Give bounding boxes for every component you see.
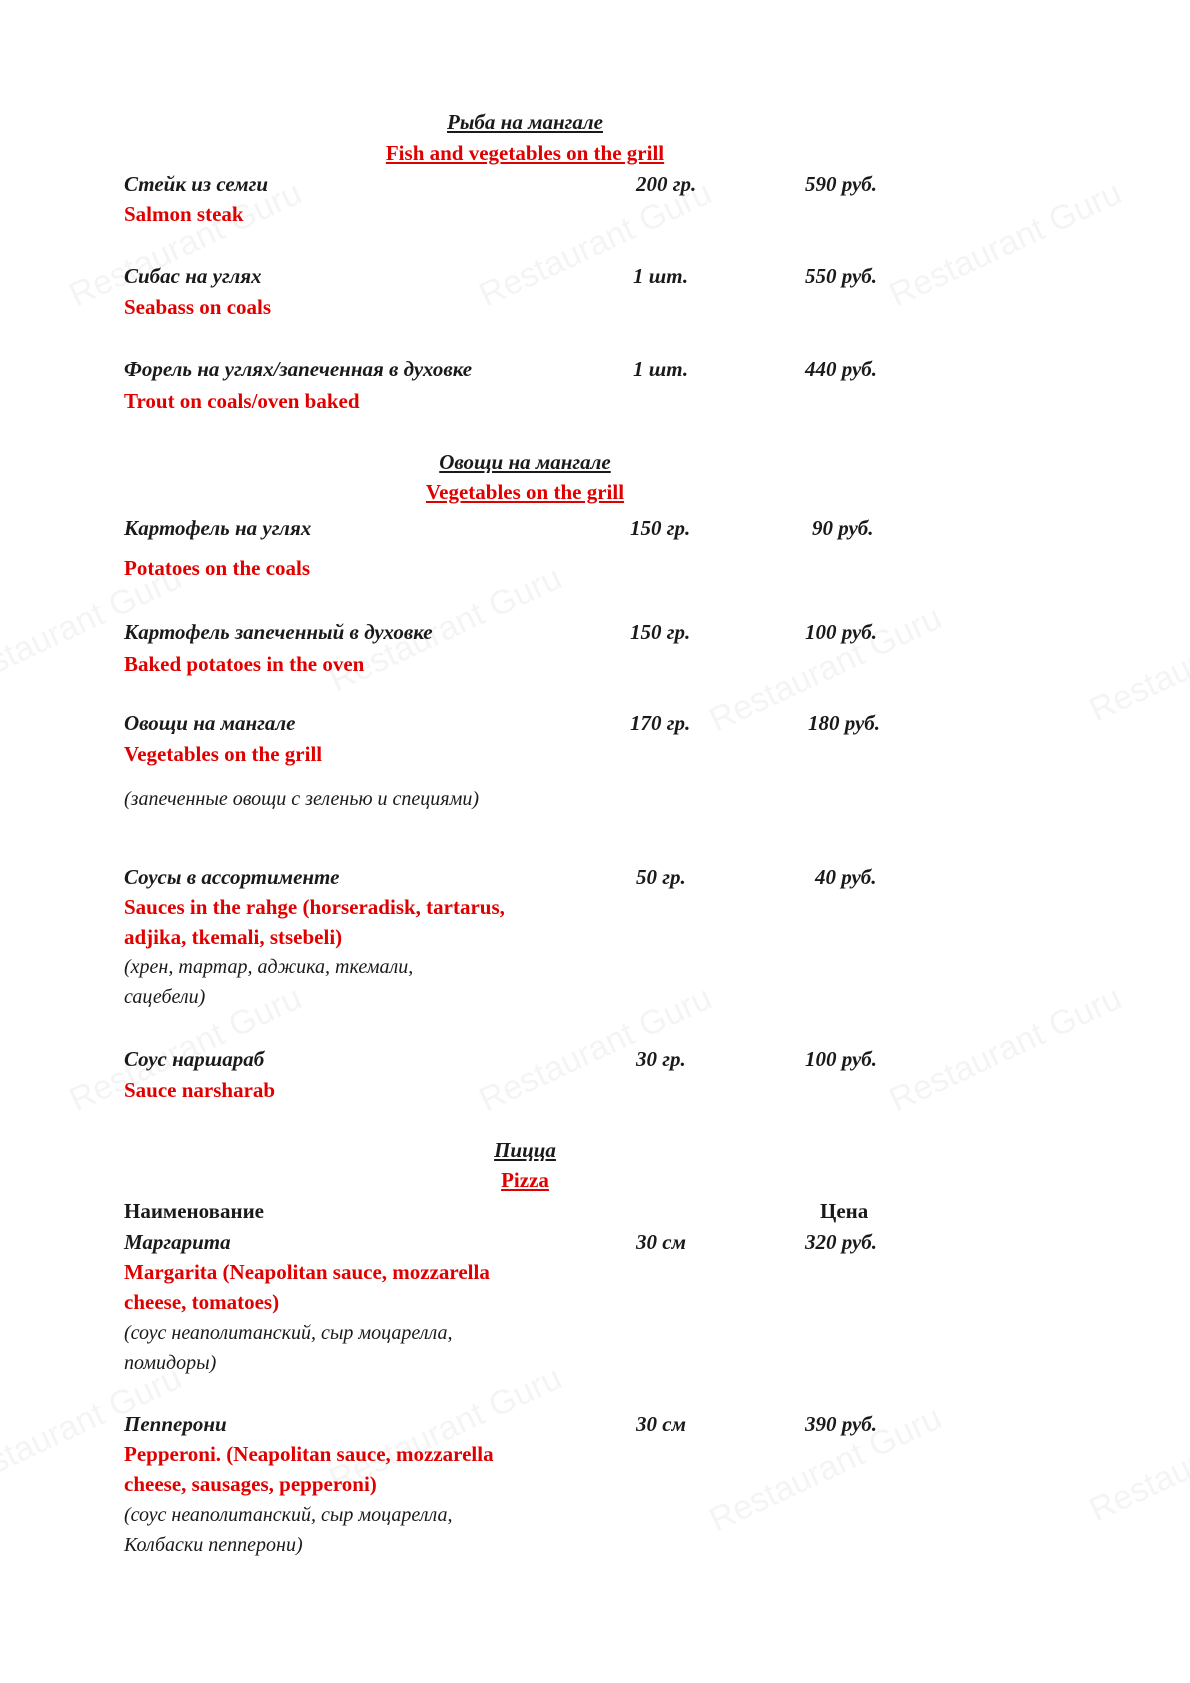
- item-name-en: Margarita (Neapolitan sauce, mozzarella cheese, tomatoes): [124, 1260, 490, 1314]
- item-name-en: Baked potatoes in the oven: [124, 652, 365, 676]
- item-price: 100 руб.: [805, 620, 878, 644]
- item-name-ru: Форель на углях/запеченная в духовке: [124, 357, 473, 381]
- item-qty: 30 гр.: [636, 1047, 686, 1071]
- item-name-en: Sauces in the rahge (horseradisk, tartarus, adjika, tkemali, stsebeli): [124, 895, 505, 949]
- item-price: 180 руб.: [808, 711, 881, 735]
- section-title-en: Pizza: [501, 1168, 549, 1192]
- item-description: (хрен, тартар, аджика, ткемали, сацебели): [124, 956, 414, 1008]
- item-price: 320 руб.: [805, 1230, 878, 1254]
- item-name-ru: Стейк из семги: [124, 172, 269, 196]
- item-price: 100 руб.: [805, 1047, 878, 1071]
- item-price: 90 руб.: [812, 516, 874, 540]
- item-name-en: Trout on coals/oven baked: [124, 389, 360, 413]
- item-name-en: Salmon steak: [124, 202, 244, 226]
- section-title-ru: Овощи на мангале: [439, 450, 611, 474]
- item-name-ru: Овощи на мангале: [124, 711, 296, 735]
- item-name-ru: Картофель на углях: [124, 516, 312, 540]
- item-name-ru: Картофель запеченный в духовке: [124, 620, 433, 644]
- column-header-name: Наименование: [124, 1199, 264, 1223]
- item-name-ru: Маргарита: [124, 1230, 231, 1254]
- item-price: 590 руб.: [805, 172, 878, 196]
- item-price: 440 руб.: [805, 357, 878, 381]
- section-title-ru: Рыба на мангале: [447, 110, 603, 134]
- item-qty: 1 шт.: [633, 264, 689, 288]
- item-price: 390 руб.: [805, 1412, 878, 1436]
- item-name-ru: Соусы в ассортименте: [124, 865, 340, 889]
- column-header-price: Цена: [820, 1199, 869, 1223]
- item-qty: 1 шт.: [633, 357, 689, 381]
- item-qty: 30 см: [636, 1412, 686, 1436]
- section-title-en: Fish and vegetables on the grill: [385, 141, 665, 165]
- item-name-ru: Соус наршараб: [124, 1047, 265, 1071]
- item-qty: 170 гр.: [630, 711, 691, 735]
- item-name-ru: Сибас на углях: [124, 264, 262, 288]
- item-name-en: Vegetables on the grill: [124, 742, 323, 766]
- item-qty: 200 гр.: [636, 172, 697, 196]
- item-description: (соус неаполитанский, сыр моцарелла, помидоры): [124, 1322, 453, 1374]
- item-name-ru: Пепперони: [124, 1412, 227, 1436]
- item-name-en: Sauce narsharab: [124, 1078, 276, 1102]
- item-price: 40 руб.: [815, 865, 877, 889]
- item-qty: 150 гр.: [630, 516, 691, 540]
- item-qty: 150 гр.: [630, 620, 691, 644]
- item-description: (запеченные овощи с зеленью и специями): [124, 788, 480, 810]
- section-title-ru: Пицца: [494, 1138, 556, 1162]
- item-qty: 30 см: [636, 1230, 686, 1254]
- item-price: 550 руб.: [805, 264, 878, 288]
- item-description: (соус неаполитанский, сыр моцарелла, Колбаски пепперони): [124, 1504, 453, 1556]
- item-name-en: Potatoes on the coals: [124, 556, 311, 580]
- item-name-en: Seabass on coals: [124, 295, 272, 319]
- item-qty: 50 гр.: [636, 865, 686, 889]
- item-name-en: Pepperoni. (Neapolitan sauce, mozzarella cheese, sausages, pepperoni): [124, 1442, 494, 1496]
- section-title-en: Vegetables on the grill: [425, 480, 625, 504]
